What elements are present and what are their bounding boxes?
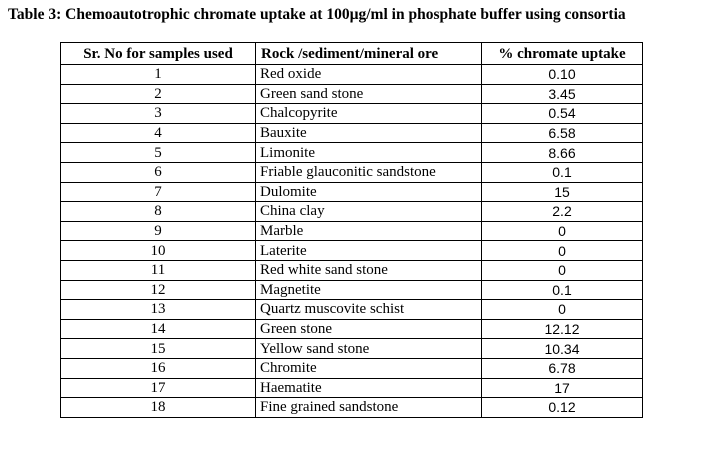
sample-number-cell: 13 (61, 300, 256, 320)
table-row (61, 84, 643, 104)
chromate-uptake-cell: 0.1 (482, 162, 643, 182)
table-row (61, 221, 643, 241)
rock-type-cell: Magnetite (256, 280, 482, 300)
rock-type-cell: Yellow sand stone (256, 339, 482, 359)
chromate-uptake-cell: 2.2 (482, 202, 643, 222)
table-row (61, 339, 643, 359)
table-row (61, 378, 643, 398)
rock-type-cell: Limonite (256, 143, 482, 163)
sample-number-cell: 6 (61, 162, 256, 182)
sample-number-cell: 5 (61, 143, 256, 163)
chromate-uptake-cell: 6.78 (482, 358, 643, 378)
sample-number-cell: 1 (61, 65, 256, 85)
table-row (61, 300, 643, 320)
chromate-uptake-cell: 0.10 (482, 65, 643, 85)
chromate-uptake-cell: 0.12 (482, 398, 643, 418)
sample-number-cell: 12 (61, 280, 256, 300)
chromate-uptake-cell: 12.12 (482, 319, 643, 339)
rock-type-cell: Quartz muscovite schist (256, 300, 482, 320)
table-caption: Table 3: Chemoautotrophic chromate uptake at 100µg/ml in phosphate buffer using consortia (8, 6, 626, 23)
table-row (61, 319, 643, 339)
chromate-uptake-cell: 0 (482, 221, 643, 241)
table-row (61, 162, 643, 182)
chromate-uptake-cell: 3.45 (482, 84, 643, 104)
rock-type-cell: Friable glauconitic sandstone (256, 162, 482, 182)
chromate-uptake-cell: 0.54 (482, 104, 643, 124)
rock-type-cell: Red white sand stone (256, 260, 482, 280)
sample-number-cell: 17 (61, 378, 256, 398)
chromate-uptake-table (60, 42, 643, 418)
chromate-uptake-cell: 8.66 (482, 143, 643, 163)
rock-type-cell: Chromite (256, 358, 482, 378)
header-rock-type: Rock /sediment/mineral ore (256, 43, 482, 65)
sample-number-cell: 2 (61, 84, 256, 104)
header-sample-number: Sr. No for samples used (61, 43, 256, 65)
chromate-uptake-cell: 0 (482, 300, 643, 320)
rock-type-cell: Red oxide (256, 65, 482, 85)
sample-number-cell: 7 (61, 182, 256, 202)
header-chromate-uptake: % chromate uptake (482, 43, 643, 65)
chromate-uptake-cell: 0 (482, 260, 643, 280)
sample-number-cell: 8 (61, 202, 256, 222)
sample-number-cell: 11 (61, 260, 256, 280)
table-row (61, 65, 643, 85)
sample-number-cell: 16 (61, 358, 256, 378)
rock-type-cell: Bauxite (256, 123, 482, 143)
sample-number-cell: 9 (61, 221, 256, 241)
rock-type-cell: Fine grained sandstone (256, 398, 482, 418)
chromate-uptake-cell: 10.34 (482, 339, 643, 359)
chromate-uptake-cell: 6.58 (482, 123, 643, 143)
rock-type-cell: China clay (256, 202, 482, 222)
chromate-uptake-cell: 15 (482, 182, 643, 202)
table-row (61, 143, 643, 163)
table-row (61, 280, 643, 300)
table-row (61, 398, 643, 418)
rock-type-cell: Green stone (256, 319, 482, 339)
sample-number-cell: 15 (61, 339, 256, 359)
sample-number-cell: 14 (61, 319, 256, 339)
sample-number-cell: 3 (61, 104, 256, 124)
table-row (61, 104, 643, 124)
rock-type-cell: Green sand stone (256, 84, 482, 104)
table-row (61, 260, 643, 280)
rock-type-cell: Marble (256, 221, 482, 241)
sample-number-cell: 4 (61, 123, 256, 143)
table-row (61, 358, 643, 378)
rock-type-cell: Chalcopyrite (256, 104, 482, 124)
chromate-uptake-cell: 0.1 (482, 280, 643, 300)
table-row (61, 202, 643, 222)
rock-type-cell: Dulomite (256, 182, 482, 202)
sample-number-cell: 10 (61, 241, 256, 261)
table-row (61, 241, 643, 261)
table-row (61, 182, 643, 202)
chromate-uptake-cell: 17 (482, 378, 643, 398)
header-row (61, 43, 643, 65)
chromate-uptake-cell: 0 (482, 241, 643, 261)
table-row (61, 123, 643, 143)
sample-number-cell: 18 (61, 398, 256, 418)
rock-type-cell: Haematite (256, 378, 482, 398)
rock-type-cell: Laterite (256, 241, 482, 261)
